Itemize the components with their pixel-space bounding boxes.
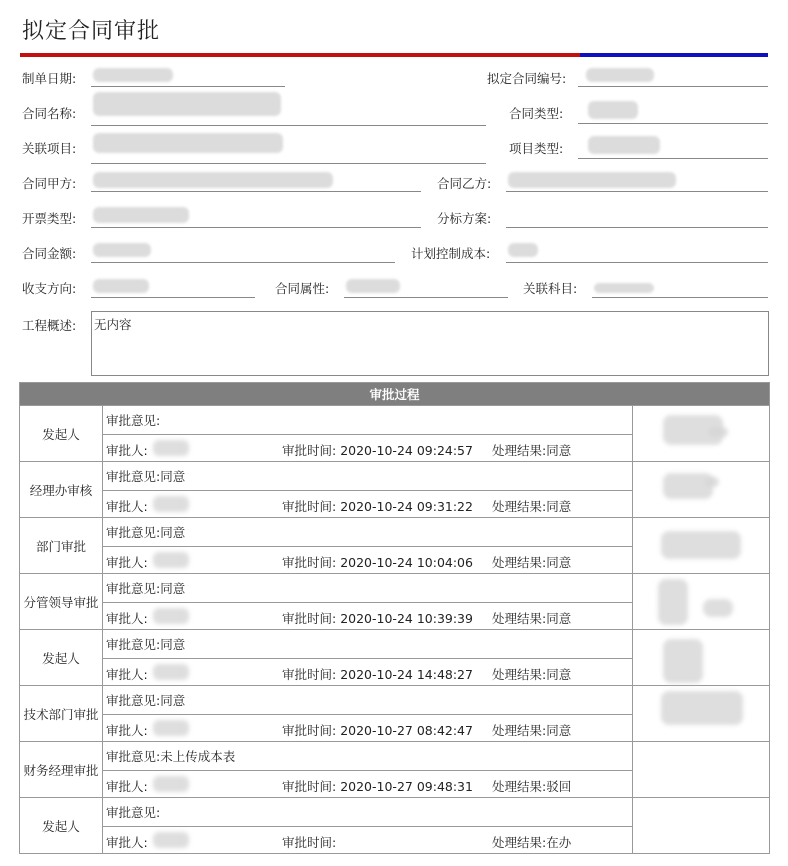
approval-signature xyxy=(633,742,770,798)
approval-time-group xyxy=(282,833,336,851)
approval-opinion-label: 审批意见: xyxy=(106,805,161,820)
approver-name-redacted xyxy=(153,552,189,568)
approver-label: 审批人: xyxy=(106,499,148,514)
approval-role: 财务经理审批 xyxy=(20,742,103,798)
approval-time-group xyxy=(282,441,473,459)
approval-row xyxy=(20,798,770,827)
approval-signature xyxy=(633,574,770,630)
create-date-label: 制单日期: xyxy=(22,71,77,86)
approval-meta xyxy=(103,771,633,798)
approver-label: 审批人: xyxy=(106,723,148,738)
approval-opinion xyxy=(103,798,633,827)
party-b-label: 合同乙方: xyxy=(437,176,492,191)
approval-meta xyxy=(103,491,633,518)
approval-meta xyxy=(103,435,633,462)
payment-direction-field[interactable] xyxy=(91,297,255,298)
approval-opinion xyxy=(103,462,633,491)
approval-role: 部门审批 xyxy=(20,518,103,574)
contract-type-label: 合同类型: xyxy=(509,106,564,121)
approval-role: 发起人 xyxy=(20,630,103,686)
approval-opinion-text: 同意 xyxy=(160,693,186,708)
approver-label: 审批人: xyxy=(106,611,148,626)
signature-image xyxy=(708,427,728,437)
signature-image xyxy=(658,579,688,625)
approval-time-group xyxy=(282,721,473,739)
approval-time: 2020-10-27 08:42:47 xyxy=(340,723,473,738)
related-project-label: 关联项目: xyxy=(22,141,77,156)
approver-name-redacted xyxy=(153,720,189,736)
bid-plan-field[interactable] xyxy=(506,227,768,228)
approval-time-group xyxy=(282,665,473,683)
approval-time-label: 审批时间: xyxy=(282,723,337,738)
approval-result: 同意 xyxy=(546,555,572,570)
approval-result-label: 处理结果: xyxy=(492,443,547,458)
invoice-type-value-redacted xyxy=(93,207,189,223)
approval-signature xyxy=(633,798,770,854)
approval-result-label: 处理结果: xyxy=(492,499,547,514)
create-date-value-redacted xyxy=(93,68,173,82)
approval-row xyxy=(20,406,770,435)
contract-no-value-redacted xyxy=(586,68,654,82)
title-underline-red xyxy=(20,53,580,57)
approval-row xyxy=(20,518,770,547)
approval-role: 发起人 xyxy=(20,406,103,462)
approval-result: 驳回 xyxy=(546,779,572,794)
approver-label: 审批人: xyxy=(106,667,148,682)
approval-time-label: 审批时间: xyxy=(282,499,337,514)
approver-name-redacted xyxy=(153,664,189,680)
approver-label: 审批人: xyxy=(106,555,148,570)
approval-result-label: 处理结果: xyxy=(492,555,547,570)
approval-time: 2020-10-27 09:48:31 xyxy=(340,779,473,794)
approval-role: 技术部门审批 xyxy=(20,686,103,742)
approval-opinion-text: 同意 xyxy=(160,469,186,484)
contract-no-label: 拟定合同编号: xyxy=(487,71,567,86)
amount-label: 合同金额: xyxy=(22,246,77,261)
approval-result: 同意 xyxy=(546,723,572,738)
signature-image xyxy=(661,691,743,725)
approval-result: 同意 xyxy=(546,443,572,458)
approval-opinion-text: 同意 xyxy=(160,637,186,652)
approval-time: 2020-10-24 10:39:39 xyxy=(340,611,473,626)
approval-meta xyxy=(103,827,633,854)
contract-no-field[interactable] xyxy=(578,86,768,87)
contract-name-value-redacted xyxy=(93,92,281,116)
approval-time-label: 审批时间: xyxy=(282,555,337,570)
approval-time-group xyxy=(282,497,473,515)
approval-time-group xyxy=(282,777,473,795)
approval-result-group xyxy=(492,665,571,683)
approver-label: 审批人: xyxy=(106,779,148,794)
approver-name-redacted xyxy=(153,440,189,456)
signature-image xyxy=(661,531,741,559)
contract-name-label: 合同名称: xyxy=(22,106,77,121)
approval-signature xyxy=(633,406,770,462)
payment-direction-label: 收支方向: xyxy=(22,281,77,296)
party-b-field[interactable] xyxy=(506,191,768,192)
approval-result-label: 处理结果: xyxy=(492,667,547,682)
approval-row xyxy=(20,574,770,603)
contract-attr-label: 合同属性: xyxy=(275,281,330,296)
approval-result-group xyxy=(492,721,571,739)
signature-image xyxy=(663,639,703,683)
approval-opinion xyxy=(103,574,633,603)
approval-time: 2020-10-24 14:48:27 xyxy=(340,667,473,682)
approval-time: 2020-10-24 09:31:22 xyxy=(340,499,473,514)
project-type-label: 项目类型: xyxy=(509,141,564,156)
approval-row xyxy=(20,462,770,491)
approval-opinion xyxy=(103,686,633,715)
approval-time-group xyxy=(282,553,473,571)
planned-cost-field[interactable] xyxy=(506,262,768,263)
related-subject-label: 关联科目: xyxy=(523,281,578,296)
approval-opinion xyxy=(103,630,633,659)
project-type-value-redacted xyxy=(588,136,660,154)
approval-opinion-text: 同意 xyxy=(160,581,186,596)
approval-process-header: 审批过程 xyxy=(20,383,770,406)
title-underline xyxy=(20,53,768,57)
approval-role: 发起人 xyxy=(20,798,103,854)
approval-result-group xyxy=(492,777,571,795)
related-subject-field[interactable] xyxy=(592,297,768,298)
approval-time-label: 审批时间: xyxy=(282,667,337,682)
approval-result: 同意 xyxy=(546,667,572,682)
signature-image xyxy=(703,599,733,617)
approval-time: 2020-10-24 10:04:06 xyxy=(340,555,473,570)
approval-opinion-label: 审批意见: xyxy=(106,637,161,652)
approval-signature xyxy=(633,686,770,742)
approval-time-label: 审批时间: xyxy=(282,835,337,850)
approval-opinion xyxy=(103,406,633,435)
approver-name-redacted xyxy=(153,776,189,792)
contract-type-field[interactable] xyxy=(578,123,768,124)
approval-row xyxy=(20,630,770,659)
approver-name-redacted xyxy=(153,832,189,848)
approval-opinion-text: 未上传成本表 xyxy=(160,749,236,764)
approval-role: 经理办审核 xyxy=(20,462,103,518)
contract-attr-field[interactable] xyxy=(344,297,508,298)
project-overview-label: 工程概述: xyxy=(22,318,77,333)
approval-time-label: 审批时间: xyxy=(282,443,337,458)
approval-opinion-label: 审批意见: xyxy=(106,413,161,428)
party-b-value-redacted xyxy=(508,172,676,188)
approval-row xyxy=(20,742,770,771)
related-subject-value-redacted xyxy=(594,283,654,293)
approval-meta xyxy=(103,547,633,574)
approval-time: 2020-10-24 09:24:57 xyxy=(340,443,473,458)
party-a-field[interactable] xyxy=(91,191,421,192)
approval-result-label: 处理结果: xyxy=(492,611,547,626)
project-type-field[interactable] xyxy=(578,158,768,159)
approval-result-label: 处理结果: xyxy=(492,835,547,850)
approval-role: 分管领导审批 xyxy=(20,574,103,630)
approval-result-group xyxy=(492,553,571,571)
project-overview-textarea[interactable] xyxy=(91,311,769,376)
approval-opinion-text: 同意 xyxy=(160,525,186,540)
approval-result-group xyxy=(492,497,571,515)
approval-time-group xyxy=(282,609,473,627)
create-date-field[interactable] xyxy=(91,86,285,87)
approval-signature xyxy=(633,518,770,574)
title-underline-blue xyxy=(580,53,768,57)
approver-label: 审批人: xyxy=(106,835,148,850)
approval-opinion-label: 审批意见: xyxy=(106,749,161,764)
contract-name-field[interactable] xyxy=(91,125,486,126)
approval-opinion xyxy=(103,518,633,547)
party-a-label: 合同甲方: xyxy=(22,176,77,191)
approval-row xyxy=(20,686,770,715)
project-overview-text: 无内容 xyxy=(94,317,132,332)
planned-cost-label: 计划控制成本: xyxy=(411,246,491,261)
approval-result-group xyxy=(492,609,571,627)
approval-opinion-label: 审批意见: xyxy=(106,469,161,484)
related-project-value-redacted xyxy=(93,133,283,153)
approval-result: 同意 xyxy=(546,611,572,626)
approver-name-redacted xyxy=(153,608,189,624)
approver-label: 审批人: xyxy=(106,443,148,458)
amount-field[interactable] xyxy=(91,262,395,263)
approval-meta xyxy=(103,715,633,742)
payment-direction-value-redacted xyxy=(93,279,149,293)
approval-opinion-label: 审批意见: xyxy=(106,525,161,540)
approval-result: 同意 xyxy=(546,499,572,514)
contract-attr-value-redacted xyxy=(346,279,400,293)
approval-result-group xyxy=(492,833,571,851)
amount-value-redacted xyxy=(93,243,151,257)
approval-opinion xyxy=(103,742,633,771)
approval-result-label: 处理结果: xyxy=(492,779,547,794)
approval-signature xyxy=(633,462,770,518)
approver-name-redacted xyxy=(153,496,189,512)
approval-result-label: 处理结果: xyxy=(492,723,547,738)
contract-type-value-redacted xyxy=(588,101,638,119)
approval-opinion-label: 审批意见: xyxy=(106,693,161,708)
invoice-type-label: 开票类型: xyxy=(22,211,77,226)
page-title: 拟定合同审批 xyxy=(22,19,161,44)
party-a-value-redacted xyxy=(93,172,333,188)
approval-time-label: 审批时间: xyxy=(282,779,337,794)
approval-signature xyxy=(633,630,770,686)
approval-time-label: 审批时间: xyxy=(282,611,337,626)
signature-image xyxy=(705,477,719,487)
related-project-field[interactable] xyxy=(91,163,486,164)
approval-meta xyxy=(103,659,633,686)
approval-process-table xyxy=(19,382,770,854)
approval-result-group xyxy=(492,441,571,459)
approval-opinion-label: 审批意见: xyxy=(106,581,161,596)
invoice-type-field[interactable] xyxy=(91,227,421,228)
approval-result: 在办 xyxy=(546,835,572,850)
bid-plan-label: 分标方案: xyxy=(437,211,492,226)
planned-cost-value-redacted xyxy=(508,243,538,257)
approval-meta xyxy=(103,603,633,630)
